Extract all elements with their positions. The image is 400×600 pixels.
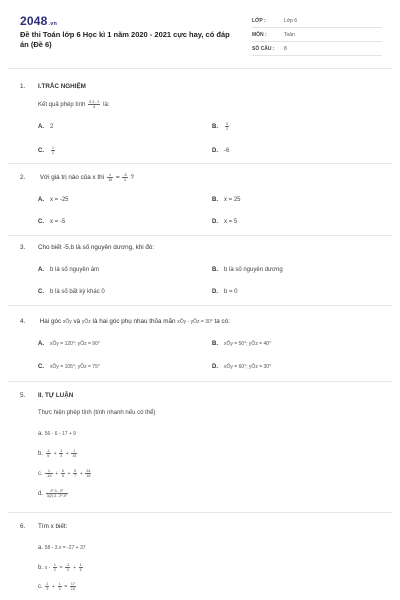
meta-subject: MÔN : Toán: [252, 29, 382, 42]
q4-option-d[interactable]: D. xÔy = 60°; yÔz = 30°: [212, 364, 272, 370]
divider: [8, 163, 392, 164]
q2-option-a[interactable]: A. x = -25: [38, 197, 69, 203]
meta-grade: LỚP : Lớp 6: [252, 15, 382, 28]
divider: [8, 381, 392, 382]
q6-item-a: a. 58 - 3.x = -27 + 37: [38, 545, 86, 551]
site-logo[interactable]: 2048.vn: [20, 14, 58, 28]
q4-option-a[interactable]: A. xÔy = 120°; yÔz = 90°: [38, 341, 100, 347]
q3-option-b[interactable]: B. b là số nguyên dương: [212, 267, 283, 273]
q5-item-b: b. $\frac{-1}{5}$ + $\frac{1}{3}$ + $\frac{1}{15}$: [38, 449, 77, 458]
question-4-header: 4. Hai góc xÔy và yÔz là hai góc phụ nhau thỏa mãn xÔy - yÔz = 30° ta có:: [20, 318, 230, 325]
q2-option-c[interactable]: C. x = -5: [38, 219, 66, 225]
divider: [8, 305, 392, 306]
divider: [8, 68, 392, 69]
q1-option-a[interactable]: A. 2: [38, 124, 54, 130]
q3-option-d[interactable]: D. b = 0: [212, 289, 238, 295]
q3-option-c[interactable]: C. b là số bất kỳ khác 0: [38, 289, 105, 295]
exam-title: Đề thi Toán lớp 6 Học kì 1 năm 2020 - 2021 cực hay, có đáp án (Đề 6): [20, 30, 230, 49]
q5-item-d: d. $\frac{\text{2².3 - 2²}}{\text{3(2).3 - 2².3²}}$: [38, 489, 67, 498]
q2-option-b[interactable]: B. x = 25: [212, 197, 241, 203]
question-2-header: 2. Với giá trị nào của x thì $\frac{x}{15}$ = $\frac{-5}{3}$ ?: [20, 173, 134, 182]
question-5-stem: Thực hiện phép tính (tính nhanh nếu có thể): [38, 410, 156, 416]
question-6-header: 6. Tìm x biết:: [20, 523, 68, 530]
q2-option-d[interactable]: D. x = 5: [212, 219, 238, 225]
q6-item-b: b. x - $\frac{1}{2}$ = $\frac{-2}{3}$ + $\frac{1}{5}$: [38, 563, 82, 572]
q1-option-b[interactable]: B. $\frac{3}{2}$: [212, 122, 228, 131]
divider: [8, 235, 392, 236]
q4-option-b[interactable]: B. xÔy = 50°; yÔz = 40°: [212, 341, 272, 347]
q3-option-a[interactable]: A. b là số nguyên âm: [38, 267, 100, 273]
page-header: [0, 0, 400, 66]
q4-option-c[interactable]: C. xÔy = 105°; yÔz = 75°: [38, 364, 100, 370]
q1-option-c[interactable]: C. $\frac{1}{2}$: [38, 146, 54, 155]
q6-item-c: c. $\frac{2}{3}$ + $\frac{1}{3}$ = $\frac{17}{15}$: [38, 582, 75, 591]
meta-question-count: SỐ CÂU : 8: [252, 43, 382, 56]
divider: [8, 512, 392, 513]
question-3-header: 3. Cho biết -5.b là số nguyên dương, khi đó:: [20, 244, 155, 251]
question-5-header: 5. II. TỰ LUẬN: [20, 392, 74, 399]
question-1-header: 1. I.TRẮC NGHIỆM: [20, 83, 86, 90]
q5-item-c: c. $\frac{1}{-15}$ + $\frac{6}{5}$ + $\frac{5}{7}$ + $\frac{24}{15}$: [38, 469, 91, 478]
q5-item-a: a. 56 - 6 - 17 + 9: [38, 431, 76, 437]
question-1-stem: Kết quả phép tính $\frac{5\cdot 3 - 2}{4}$ là:: [38, 100, 110, 109]
q1-option-d[interactable]: D. -6: [212, 148, 230, 154]
